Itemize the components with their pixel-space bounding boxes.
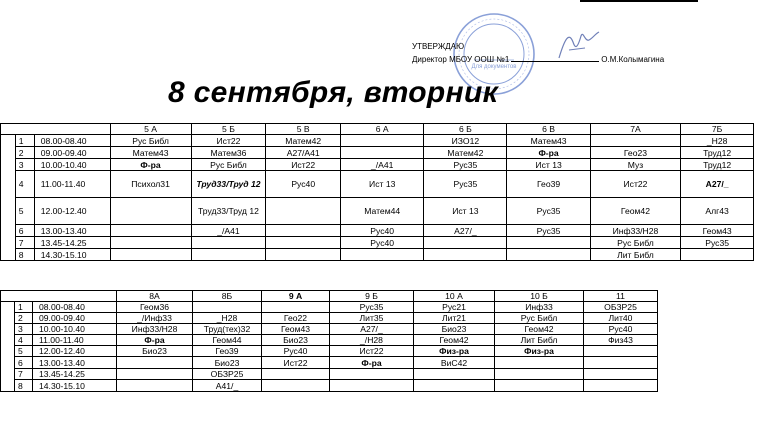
lesson-time: 11.00-11.40 xyxy=(33,335,117,346)
lesson-number: 6 xyxy=(15,357,33,369)
lesson-time: 12.00-12.40 xyxy=(33,346,117,357)
lesson-cell: _Н28 xyxy=(681,135,754,147)
lesson-number: 8 xyxy=(15,249,34,261)
lesson-cell: Гео39 xyxy=(507,171,590,198)
lesson-time: 13.45-14.25 xyxy=(33,369,117,380)
lesson-cell: Рус35 xyxy=(507,225,590,237)
lesson-cell xyxy=(341,147,424,159)
table-row xyxy=(1,249,754,261)
class-header: 7Б xyxy=(681,124,754,135)
lesson-cell: Инф33/Н28 xyxy=(590,225,681,237)
lesson-cell: Рус Библ xyxy=(495,313,584,324)
lesson-cell: Матем36 xyxy=(191,147,266,159)
table-row xyxy=(1,380,658,392)
lesson-cell xyxy=(117,369,193,380)
lesson-cell: Био23 xyxy=(414,324,495,335)
lesson-cell xyxy=(414,380,495,392)
lesson-cell: Ф-ра xyxy=(110,159,191,171)
signature-line xyxy=(511,53,599,62)
schedule-table-2 xyxy=(0,290,658,392)
lesson-cell xyxy=(584,357,658,369)
top-rule xyxy=(580,0,698,2)
class-header: 5 В xyxy=(266,124,341,135)
lesson-cell: _/Н28 xyxy=(330,335,414,346)
lesson-cell xyxy=(110,198,191,225)
lesson-cell xyxy=(330,380,414,392)
table-row xyxy=(1,369,658,380)
lesson-cell xyxy=(495,357,584,369)
table-row xyxy=(1,135,754,147)
lesson-cell: Геом43 xyxy=(262,324,330,335)
lesson-cell: Био23 xyxy=(193,357,262,369)
lesson-cell: Ф-ра xyxy=(507,147,590,159)
lesson-cell: А27/_ xyxy=(330,324,414,335)
table-row xyxy=(1,357,658,369)
lesson-cell xyxy=(117,357,193,369)
class-header: 6 Б xyxy=(424,124,507,135)
lesson-time: 13.00-13.40 xyxy=(33,357,117,369)
lesson-cell: Рус40 xyxy=(266,171,341,198)
lesson-cell: ОБЗР25 xyxy=(584,302,658,313)
lesson-cell: Гео39 xyxy=(193,346,262,357)
lesson-cell: Геом42 xyxy=(495,324,584,335)
lesson-cell xyxy=(507,237,590,249)
lesson-cell xyxy=(191,249,266,261)
lesson-cell: Физ43 xyxy=(584,335,658,346)
lesson-cell: Геом42 xyxy=(414,335,495,346)
lesson-cell: _/Инф33 xyxy=(117,313,193,324)
svg-text:Для документов: Для документов xyxy=(471,64,517,70)
lesson-cell: Труд33/Труд 12 xyxy=(191,198,266,225)
table-row xyxy=(1,147,754,159)
lesson-cell: Ф-ра xyxy=(117,335,193,346)
lesson-cell: Рус Библ xyxy=(590,237,681,249)
header-row xyxy=(1,291,658,302)
lesson-cell: Матем43 xyxy=(507,135,590,147)
lesson-cell xyxy=(341,249,424,261)
lesson-number: 1 xyxy=(15,302,33,313)
lesson-cell: Рус35 xyxy=(507,198,590,225)
header-row xyxy=(1,124,754,135)
lesson-time: 09.00-09.40 xyxy=(33,313,117,324)
lesson-cell: Геом42 xyxy=(590,198,681,225)
lesson-cell xyxy=(110,237,191,249)
lesson-cell xyxy=(262,302,330,313)
lesson-number: 1 xyxy=(15,135,34,147)
corner-cell xyxy=(1,291,117,302)
director-name: О.М.Колымагина xyxy=(601,55,665,64)
lesson-time: 12.00-12.40 xyxy=(34,198,110,225)
lesson-cell: Труд12 xyxy=(681,159,754,171)
lesson-cell: Геом43 xyxy=(681,225,754,237)
lesson-cell xyxy=(266,249,341,261)
class-header: 9 Б xyxy=(330,291,414,302)
class-header: 9 А xyxy=(262,291,330,302)
class-header: 5 А xyxy=(110,124,191,135)
lesson-time: 14.30-15.10 xyxy=(34,249,110,261)
lesson-time: 14.30-15.10 xyxy=(33,380,117,392)
lesson-number: 2 xyxy=(15,147,34,159)
lesson-number: 7 xyxy=(15,237,34,249)
corner-cell xyxy=(1,124,111,135)
lesson-cell: Психол31 xyxy=(110,171,191,198)
lesson-cell xyxy=(495,380,584,392)
lesson-cell xyxy=(341,135,424,147)
day-cell xyxy=(1,302,15,392)
lesson-cell: Рус Библ xyxy=(110,135,191,147)
table-row xyxy=(1,335,658,346)
table-row xyxy=(1,171,754,198)
lesson-cell: Лит Библ xyxy=(590,249,681,261)
class-header: 10 А xyxy=(414,291,495,302)
lesson-cell: Лит Библ xyxy=(495,335,584,346)
lesson-cell xyxy=(590,135,681,147)
lesson-cell: _Н28 xyxy=(193,313,262,324)
lesson-time: 08.00-08.40 xyxy=(34,135,110,147)
lesson-cell: ОБЗР25 xyxy=(193,369,262,380)
lesson-cell: Физ-ра xyxy=(414,346,495,357)
lesson-cell: Рус40 xyxy=(584,324,658,335)
lesson-cell xyxy=(262,380,330,392)
lesson-cell: Рус40 xyxy=(341,225,424,237)
lesson-cell: Инф33/Н28 xyxy=(117,324,193,335)
approval-block xyxy=(412,40,664,66)
lesson-cell: Рус35 xyxy=(330,302,414,313)
table-row xyxy=(1,313,658,324)
lesson-cell: Матем44 xyxy=(341,198,424,225)
lesson-number: 4 xyxy=(15,171,34,198)
page-title: 8 сентября, вторник xyxy=(168,76,499,109)
lesson-cell: Лит21 xyxy=(414,313,495,324)
lesson-cell xyxy=(193,302,262,313)
lesson-cell: Труд33/Труд 12 xyxy=(191,171,266,198)
lesson-time: 10.00-10.40 xyxy=(33,324,117,335)
lesson-cell: Ист 13 xyxy=(341,171,424,198)
lesson-cell: Ист22 xyxy=(266,159,341,171)
lesson-cell: Ист 13 xyxy=(507,159,590,171)
lesson-cell: Рус35 xyxy=(424,171,507,198)
lesson-cell: Лит40 xyxy=(584,313,658,324)
lesson-time: 13.45-14.25 xyxy=(34,237,110,249)
lesson-cell xyxy=(495,369,584,380)
lesson-cell xyxy=(262,369,330,380)
lesson-cell xyxy=(266,237,341,249)
table-row xyxy=(1,302,658,313)
lesson-time: 13.00-13.40 xyxy=(34,225,110,237)
lesson-cell: Ф-ра xyxy=(330,357,414,369)
lesson-time: 09.00-09.40 xyxy=(34,147,110,159)
lesson-number: 8 xyxy=(15,380,33,392)
lesson-cell: Рус35 xyxy=(681,237,754,249)
lesson-cell: Био23 xyxy=(117,346,193,357)
lesson-cell: Рус21 xyxy=(414,302,495,313)
lesson-cell xyxy=(507,249,590,261)
lesson-cell: Геом44 xyxy=(193,335,262,346)
lesson-cell: Геом36 xyxy=(117,302,193,313)
lesson-number: 3 xyxy=(15,159,34,171)
lesson-cell: Труд12 xyxy=(681,147,754,159)
table-row xyxy=(1,225,754,237)
lesson-cell xyxy=(191,237,266,249)
lesson-number: 7 xyxy=(15,369,33,380)
lesson-number: 2 xyxy=(15,313,33,324)
lesson-cell: Труд(тех)32 xyxy=(193,324,262,335)
lesson-cell xyxy=(584,369,658,380)
lesson-cell: Рус Библ xyxy=(191,159,266,171)
lesson-cell: Матем43 xyxy=(110,147,191,159)
lesson-cell: Лит35 xyxy=(330,313,414,324)
class-header: 10 Б xyxy=(495,291,584,302)
lesson-cell: Рус40 xyxy=(262,346,330,357)
lesson-cell: _/А41 xyxy=(341,159,424,171)
lesson-cell xyxy=(110,225,191,237)
lesson-number: 5 xyxy=(15,346,33,357)
lesson-cell xyxy=(414,369,495,380)
lesson-cell: Рус40 xyxy=(341,237,424,249)
class-header: 5 Б xyxy=(191,124,266,135)
lesson-cell xyxy=(117,380,193,392)
table-row xyxy=(1,324,658,335)
lesson-cell: А27/_ xyxy=(681,171,754,198)
lesson-number: 3 xyxy=(15,324,33,335)
lesson-cell xyxy=(266,225,341,237)
lesson-cell: Ист22 xyxy=(330,346,414,357)
table-row xyxy=(1,198,754,225)
lesson-cell: ВиС42 xyxy=(414,357,495,369)
table-row xyxy=(1,159,754,171)
table-row xyxy=(1,346,658,357)
lesson-cell: ИЗО12 xyxy=(424,135,507,147)
director-line xyxy=(412,53,664,66)
lesson-cell: А27/_ xyxy=(424,225,507,237)
lesson-cell xyxy=(424,237,507,249)
approve-label: УТВЕРЖДАЮ xyxy=(412,42,465,51)
class-header: 11 xyxy=(584,291,658,302)
lesson-cell: Физ-ра xyxy=(495,346,584,357)
table-row xyxy=(1,237,754,249)
lesson-cell: Алг43 xyxy=(681,198,754,225)
lesson-time: 11.00-11.40 xyxy=(34,171,110,198)
lesson-cell: Рус35 xyxy=(424,159,507,171)
lesson-cell: Матем42 xyxy=(424,147,507,159)
lesson-number: 4 xyxy=(15,335,33,346)
class-header: 8Б xyxy=(193,291,262,302)
lesson-cell: Гео22 xyxy=(262,313,330,324)
lesson-cell xyxy=(681,249,754,261)
schedule-table-1 xyxy=(0,123,754,261)
lesson-cell xyxy=(266,198,341,225)
class-header: 6 А xyxy=(341,124,424,135)
lesson-cell: Гео23 xyxy=(590,147,681,159)
lesson-cell: Ист22 xyxy=(191,135,266,147)
class-header: 8А xyxy=(117,291,193,302)
lesson-cell: Ист 13 xyxy=(424,198,507,225)
lesson-cell: А41/_ xyxy=(193,380,262,392)
lesson-number: 6 xyxy=(15,225,34,237)
day-cell xyxy=(1,135,16,261)
lesson-cell: Муз xyxy=(590,159,681,171)
lesson-cell: Ист22 xyxy=(262,357,330,369)
class-header: 6 В xyxy=(507,124,590,135)
lesson-cell xyxy=(330,369,414,380)
lesson-cell xyxy=(584,346,658,357)
lesson-cell: А27/А41 xyxy=(266,147,341,159)
lesson-cell: _/А41 xyxy=(191,225,266,237)
lesson-cell: Матем42 xyxy=(266,135,341,147)
lesson-number: 5 xyxy=(15,198,34,225)
lesson-cell xyxy=(424,249,507,261)
lesson-time: 08.00-08.40 xyxy=(33,302,117,313)
lesson-cell: Био23 xyxy=(262,335,330,346)
director-label: Директор МБОУ ООШ №1 xyxy=(412,55,510,64)
lesson-cell: Ист22 xyxy=(590,171,681,198)
lesson-cell: Инф33 xyxy=(495,302,584,313)
class-header: 7А xyxy=(590,124,681,135)
lesson-time: 10.00-10.40 xyxy=(34,159,110,171)
lesson-cell xyxy=(584,380,658,392)
lesson-cell xyxy=(110,249,191,261)
